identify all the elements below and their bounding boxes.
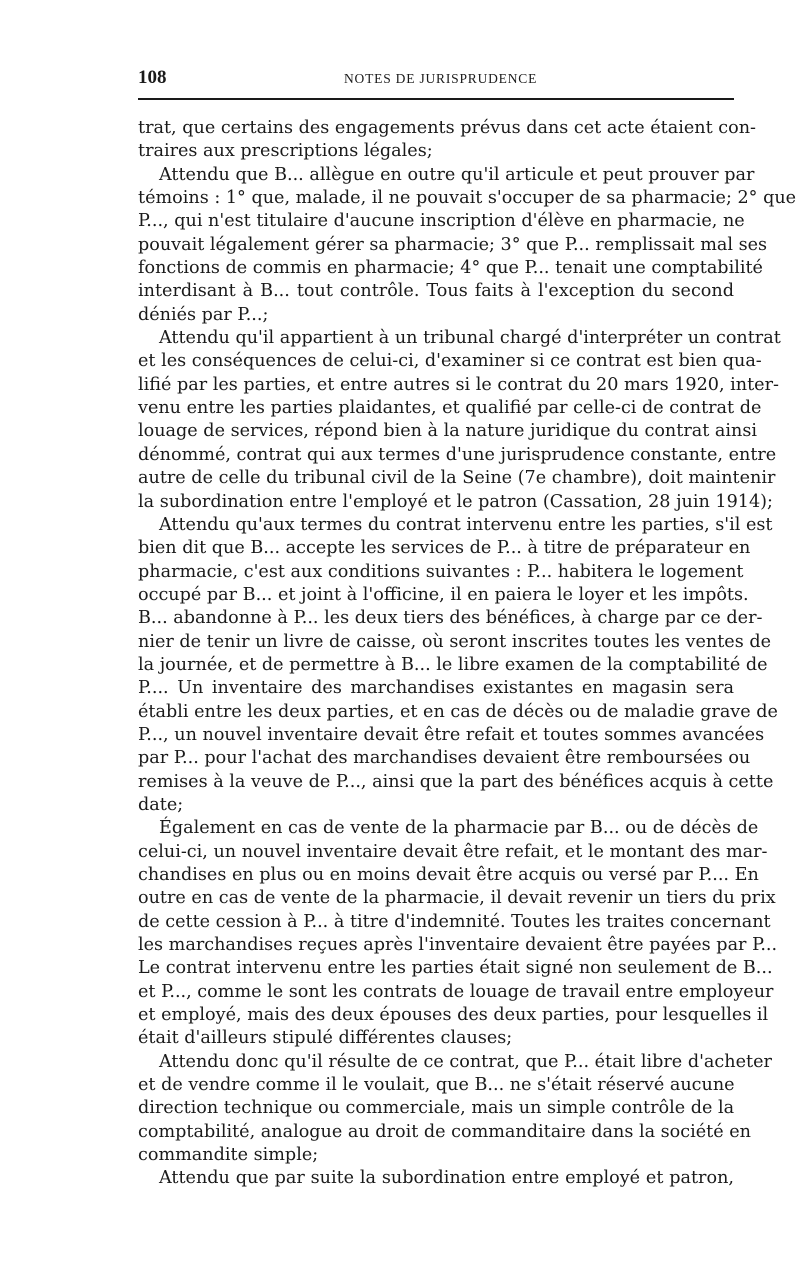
text-line: outre en cas de vente de la pharmacie, il devait revenir un tiers du prix [138,888,776,909]
text-line: pouvait légalement gérer sa pharmacie; 3° que P... remplissait mal ses [138,234,768,255]
text-line: P.... Un inventaire des marchandises existantes en magasin sera [138,678,734,699]
page-header [138,66,734,90]
text-line: P..., qui n'est titulaire d'aucune inscription d'élève en pharmacie, ne [138,211,745,232]
text-line: et les conséquences de celui-ci, d'examiner si ce contrat est bien qua- [138,351,762,372]
text-line: venu entre les parties plaidantes, et qualifié par celle-ci de contrat de [138,398,762,419]
text-line: P..., un nouvel inventaire devait être refait et toutes sommes avancées [138,724,765,745]
text-line: trat, que certains des engagements prévus dans cet acte étaient con- [138,118,756,138]
text-line: Attendu que par suite la subordination entre employé et patron, [159,1168,734,1189]
text-line: témoins : 1° que, malade, il ne pouvait s'occuper de sa pharmacie; 2° que [138,188,797,209]
text-line: dénommé, contrat qui aux termes d'une jurisprudence constante, entre [138,444,777,465]
text-line: direction technique ou commerciale, mais un simple contrôle de la [138,1098,735,1119]
body-text [138,117,797,1191]
text-line: la subordination entre l'employé et le patron (Cassation, 28 juin 1914); [138,491,773,512]
page-number: 108 [138,67,167,88]
text-line: chandises en plus ou en moins devait être acquis ou versé par P.... En [138,865,759,885]
text-line: celui-ci, un nouvel inventaire devait être refait, et le montant des mar- [138,841,768,862]
running-title: NOTES DE JURISPRUDENCE [344,71,538,86]
text-line: la journée, et de permettre à B... le libre examen de la comptabilité de [138,654,768,675]
text-line: remises à la veuve de P..., ainsi que la part des bénéfices acquis à cette [138,771,774,792]
text-line: interdisant à B... tout contrôle. Tous faits à l'exception du second [138,281,734,302]
text-line: occupé par B... et joint à l'officine, il en paiera le loyer et les impôts. [138,584,749,605]
text-line: date; [138,794,184,815]
text-line: et employé, mais des deux épouses des deux parties, pour lesquelles il [138,1005,769,1026]
text-line: comptabilité, analogue au droit de commanditaire dans la société en [138,1121,751,1142]
text-line: les marchandises reçues après l'inventaire devaient être payées par P... [138,935,778,956]
text-line: de cette cession à P... à titre d'indemnité. Toutes les traites concernant [138,911,771,932]
text-line: Attendu qu'il appartient à un tribunal chargé d'interpréter un contrat [159,328,781,349]
text-line: Attendu qu'aux termes du contrat intervenu entre les parties, s'il est [159,514,773,535]
text-line: autre de celle du tribunal civil de la Seine (7e chambre), doit maintenir [138,468,776,489]
header-rule [138,98,734,100]
text-line: commandite simple; [138,1145,319,1166]
text-line: B... abandonne à P... les deux tiers des bénéfices, à charge par ce der- [138,608,763,629]
text-line: bien dit que B... accepte les services de P... à titre de préparateur en [138,538,751,559]
text-line: établi entre les deux parties, et en cas de décès ou de maladie grave de [138,701,778,722]
text-line: déniés par P...; [138,304,269,325]
text-line: et P..., comme le sont les contrats de louage de travail entre employeur [138,981,774,1002]
text-line: louage de services, répond bien à la nature juridique du contrat ainsi [138,421,757,442]
text-line: nier de tenir un livre de caisse, où seront inscrites toutes les ventes de [138,631,771,652]
text-line: était d'ailleurs stipulé différentes clauses; [138,1028,513,1049]
text-line: et de vendre comme il le voulait, que B... ne s'était réservé aucune [138,1075,735,1096]
text-line: Le contrat intervenu entre les parties était signé non seulement de B... [138,958,773,979]
text-line: Attendu que B... allègue en outre qu'il articule et peut prouver par [159,164,755,185]
text-line: par P... pour l'achat des marchandises devaient être remboursées ou [138,748,751,769]
text-line: fonctions de commis en pharmacie; 4° que P... tenait une comptabilité [138,258,763,279]
text-line: lifié par les parties, et entre autres si le contrat du 20 mars 1920, inter- [138,374,779,395]
text-line: pharmacie, c'est aux conditions suivantes : P... habitera le logement [138,561,744,582]
text-line: Également en cas de vente de la pharmacie par B... ou de décès de [159,818,759,839]
text-line: traires aux prescriptions légales; [138,141,433,162]
text-line: Attendu donc qu'il résulte de ce contrat, que P... était libre d'acheter [159,1051,772,1072]
